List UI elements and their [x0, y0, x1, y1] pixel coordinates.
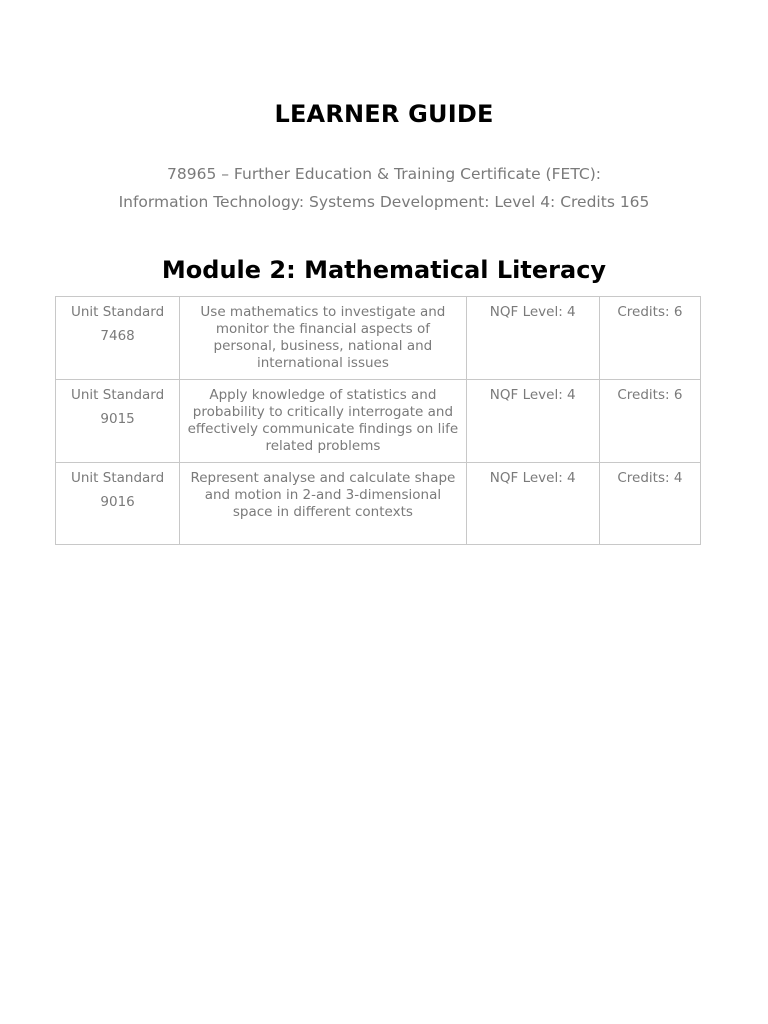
- unit-standard-cell: [56, 297, 180, 380]
- unit-description-cell: [180, 463, 466, 545]
- credits-cell: Credits: 4: [599, 463, 700, 545]
- credits-cell: Credits: 6: [599, 297, 700, 380]
- nqf-level-cell: NQF Level: 4: [466, 380, 599, 463]
- unit-description: Apply knowledge of statistics and probability to critically interrogate and effectively communicate findings on life related problems: [187, 387, 459, 454]
- unit-description: Represent analyse and calculate shape and motion in 2-and 3-dimensional space in different contexts: [190, 470, 456, 520]
- unit-standard-number: 9015: [100, 411, 135, 427]
- table-row: [56, 463, 701, 545]
- nqf-level-cell: NQF Level: 4: [466, 463, 599, 545]
- module-title: Module 2: Mathematical Literacy: [161, 256, 607, 284]
- unit-standard-label: Unit Standard: [70, 387, 165, 403]
- unit-standard-cell: [56, 380, 180, 463]
- unit-description-cell: [180, 297, 466, 380]
- unit-standards-table: [55, 296, 701, 545]
- unit-standard-number: 7468: [100, 328, 135, 344]
- table-row: [56, 380, 701, 463]
- unit-standard-label: Unit Standard: [70, 470, 165, 486]
- unit-standard-cell: [56, 463, 180, 545]
- table-row: [56, 297, 701, 380]
- nqf-level-cell: NQF Level: 4: [466, 297, 599, 380]
- qualification-subtitle: 78965 – Further Education & Training Certificate (FETC):: [167, 165, 601, 183]
- unit-description-cell: [180, 380, 466, 463]
- unit-standard-label: Unit Standard: [70, 304, 165, 320]
- credits-cell: Credits: 6: [599, 380, 700, 463]
- document-title: LEARNER GUIDE: [274, 100, 494, 128]
- qualification-details: Information Technology: Systems Development: Level 4: Credits 165: [118, 193, 650, 211]
- unit-standard-number: 9016: [100, 494, 135, 510]
- unit-description: Use mathematics to investigate and monitor the financial aspects of personal, business, national and international issues: [200, 304, 446, 371]
